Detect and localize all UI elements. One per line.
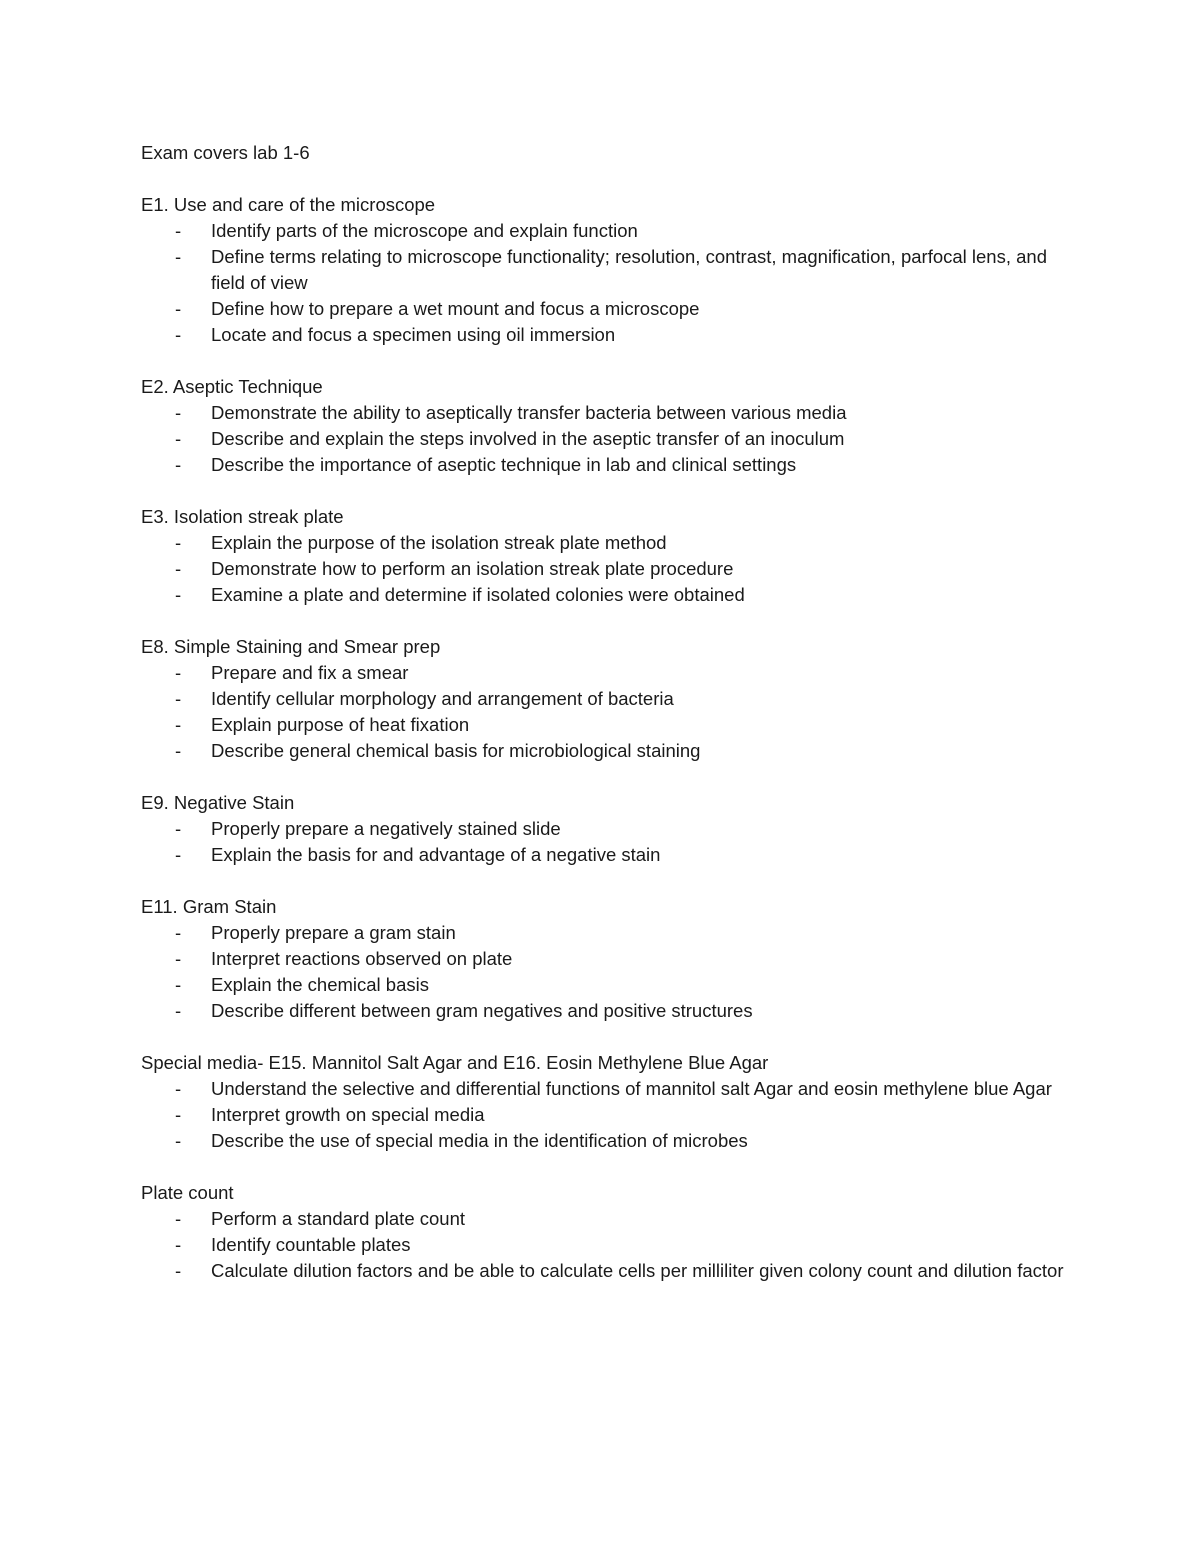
section-e1 xyxy=(141,192,1081,348)
dash-bullet: - xyxy=(175,948,182,969)
list-item-text: Interpret reactions observed on plate xyxy=(211,948,513,969)
section-title: E8. Simple Staining and Smear prep xyxy=(141,636,441,657)
list-item xyxy=(141,712,1081,738)
bullet-list xyxy=(141,400,1081,478)
dash-bullet: - xyxy=(175,558,182,579)
section-e8 xyxy=(141,634,1081,764)
dash-bullet: - xyxy=(175,402,182,423)
list-item-text: Identify countable plates xyxy=(211,1234,411,1255)
bullet-list xyxy=(141,660,1081,764)
list-item-text: Demonstrate the ability to aseptically transfer bacteria between various media xyxy=(211,402,847,423)
dash-bullet: - xyxy=(175,1260,182,1281)
dash-bullet: - xyxy=(175,454,182,475)
document-page xyxy=(141,140,1081,1310)
dash-bullet: - xyxy=(175,1078,182,1099)
list-item xyxy=(141,296,1081,322)
list-item xyxy=(141,426,1081,452)
list-item xyxy=(141,1076,1081,1102)
list-item-text: Explain purpose of heat fixation xyxy=(211,714,470,735)
list-item-text: Describe general chemical basis for microbiological staining xyxy=(211,740,701,761)
list-item xyxy=(141,738,1081,764)
section-title: Plate count xyxy=(141,1182,234,1203)
section-e9 xyxy=(141,790,1081,868)
list-item-text: Prepare and fix a smear xyxy=(211,662,409,683)
dash-bullet: - xyxy=(175,662,182,683)
bullet-list xyxy=(141,218,1081,348)
list-item-text: Define how to prepare a wet mount and focus a microscope xyxy=(211,298,700,319)
list-item-text: Define terms relating to microscope functionality; resolution, contrast, magnification, parfocal lens, and field of view xyxy=(211,246,1047,293)
list-item-text: Identify parts of the microscope and explain function xyxy=(211,220,638,241)
list-item-text: Describe the importance of aseptic technique in lab and clinical settings xyxy=(211,454,797,475)
list-item xyxy=(141,686,1081,712)
list-item xyxy=(141,400,1081,426)
section-special-media xyxy=(141,1050,1081,1154)
list-item xyxy=(141,530,1081,556)
dash-bullet: - xyxy=(175,532,182,553)
dash-bullet: - xyxy=(175,740,182,761)
list-item xyxy=(141,998,1081,1024)
list-item xyxy=(141,946,1081,972)
list-item-text: Explain the basis for and advantage of a negative stain xyxy=(211,844,661,865)
list-item xyxy=(141,1232,1081,1258)
list-item-text: Properly prepare a gram stain xyxy=(211,922,456,943)
intro-text: Exam covers lab 1-6 xyxy=(141,142,310,163)
list-item xyxy=(141,582,1081,608)
list-item xyxy=(141,1258,1081,1284)
section-plate-count xyxy=(141,1180,1081,1284)
list-item-text: Describe different between gram negatives and positive structures xyxy=(211,1000,753,1021)
dash-bullet: - xyxy=(175,1130,182,1151)
list-item-text: Interpret growth on special media xyxy=(211,1104,485,1125)
list-item xyxy=(141,244,1081,296)
dash-bullet: - xyxy=(175,1208,182,1229)
dash-bullet: - xyxy=(175,428,182,449)
list-item-text: Describe the use of special media in the identification of microbes xyxy=(211,1130,748,1151)
dash-bullet: - xyxy=(175,714,182,735)
dash-bullet: - xyxy=(175,1234,182,1255)
list-item-text: Explain the chemical basis xyxy=(211,974,429,995)
dash-bullet: - xyxy=(175,818,182,839)
list-item-text: Describe and explain the steps involved in the aseptic transfer of an inoculum xyxy=(211,428,845,449)
list-item xyxy=(141,1128,1081,1154)
bullet-list xyxy=(141,530,1081,608)
list-item-text: Examine a plate and determine if isolated colonies were obtained xyxy=(211,584,745,605)
list-item-text: Understand the selective and differential functions of mannitol salt Agar and eosin methylene blue Agar xyxy=(211,1078,1052,1099)
dash-bullet: - xyxy=(175,220,182,241)
list-item-text: Identify cellular morphology and arrangement of bacteria xyxy=(211,688,674,709)
list-item xyxy=(141,322,1081,348)
dash-bullet: - xyxy=(175,298,182,319)
list-item xyxy=(141,972,1081,998)
dash-bullet: - xyxy=(175,246,182,267)
dash-bullet: - xyxy=(175,688,182,709)
list-item-text: Properly prepare a negatively stained slide xyxy=(211,818,561,839)
dash-bullet: - xyxy=(175,844,182,865)
dash-bullet: - xyxy=(175,1104,182,1125)
list-item xyxy=(141,660,1081,686)
dash-bullet: - xyxy=(175,584,182,605)
bullet-list xyxy=(141,920,1081,1024)
dash-bullet: - xyxy=(175,922,182,943)
section-e2 xyxy=(141,374,1081,478)
section-title: E1. Use and care of the microscope xyxy=(141,194,436,215)
list-item xyxy=(141,920,1081,946)
list-item xyxy=(141,452,1081,478)
bullet-list xyxy=(141,1076,1081,1154)
list-item xyxy=(141,1206,1081,1232)
list-item-text: Explain the purpose of the isolation streak plate method xyxy=(211,532,667,553)
list-item xyxy=(141,816,1081,842)
list-item-text: Calculate dilution factors and be able to calculate cells per milliliter given colony count and dilution factor xyxy=(211,1260,1064,1281)
list-item xyxy=(141,556,1081,582)
list-item xyxy=(141,218,1081,244)
list-item xyxy=(141,1102,1081,1128)
dash-bullet: - xyxy=(175,1000,182,1021)
dash-bullet: - xyxy=(175,974,182,995)
list-item-text: Perform a standard plate count xyxy=(211,1208,466,1229)
bullet-list xyxy=(141,1206,1081,1284)
list-item-text: Demonstrate how to perform an isolation streak plate procedure xyxy=(211,558,734,579)
section-title: E11. Gram Stain xyxy=(141,896,277,917)
section-title: E9. Negative Stain xyxy=(141,792,295,813)
section-title: E3. Isolation streak plate xyxy=(141,506,344,527)
section-title: Special media- E15. Mannitol Salt Agar and E16. Eosin Methylene Blue Agar xyxy=(141,1052,769,1073)
dash-bullet: - xyxy=(175,324,182,345)
list-item xyxy=(141,842,1081,868)
list-item-text: Locate and focus a specimen using oil immersion xyxy=(211,324,616,345)
section-title: E2. Aseptic Technique xyxy=(141,376,323,397)
section-e3 xyxy=(141,504,1081,608)
bullet-list xyxy=(141,816,1081,868)
section-e11 xyxy=(141,894,1081,1024)
